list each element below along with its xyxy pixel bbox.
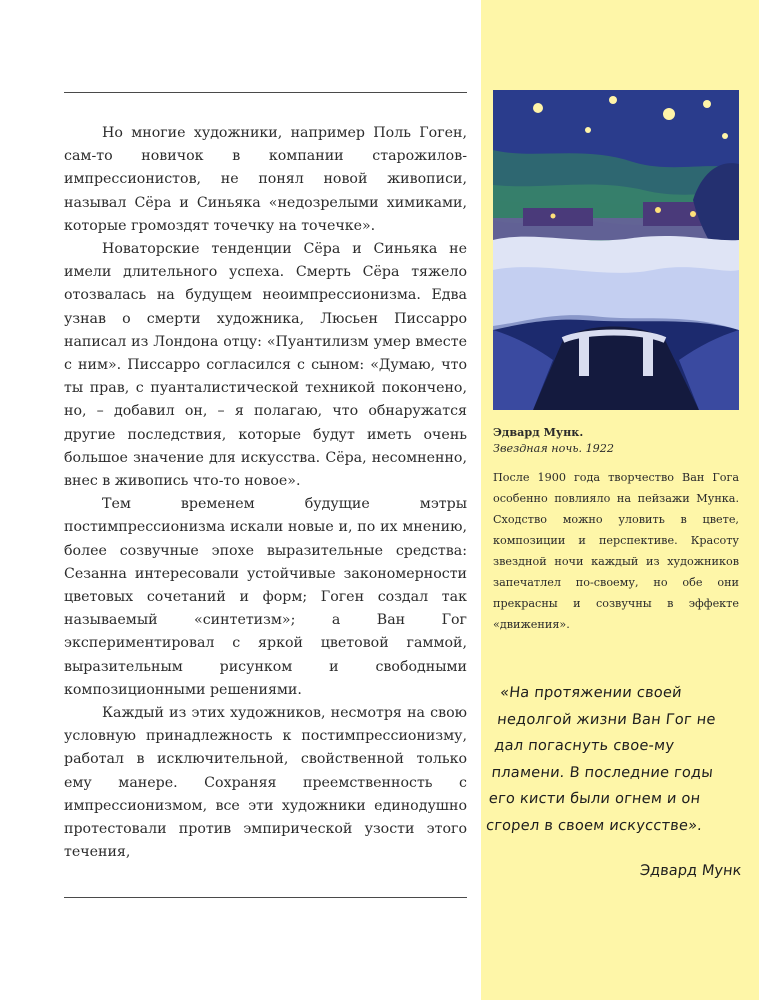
- caption-subtitle: Звездная ночь. 1922: [493, 442, 615, 455]
- paragraph-2: Новаторские тенденции Сёра и Синьяка не имели длительного успеха. Смерть Сёра тяжело отозвалась на будущем неоимпрессионизма. Едва узнав о смерти художника, Люсьен Писсарро написал из Лондона отцу: «Пуантилизм умер вместе с ним». Писсарро согласился с сыном: «Думаю, что ты прав, с пуанталистической техникой покончено, но, – добавил он, – я полагаю, что обнаружатся другие последствия, которые будут иметь очень большое значение для искусства. Сёра, несомненно, внес в живопись что-то новое».: [64, 241, 467, 490]
- top-rule: [64, 92, 467, 93]
- main-text-column: [64, 122, 467, 865]
- caption-title: Эдвард Мунк.: [493, 425, 584, 439]
- quote-author: Эдвард Мунк: [638, 862, 742, 879]
- caption-text: После 1900 года творчество Ван Гога особенно повлияло на пейзажи Мунка. Сходство можно уловить в цвете, композиции и перспективе. Красоту звездной ночи каждый из художников запечатлел по-своему, но обе они прекрасны и созвучны в эффекте «движения».: [493, 471, 739, 631]
- quote-text: «На протяжении своей недолгой жизни Ван Гог не дал погаснуть свое-му пламени. В последние годы его кисти были огнем и он сгорел в своем искусстве».: [485, 684, 717, 834]
- paragraph-4: Каждый из этих художников, несмотря на свою условную принадлежность к постимпрессионизму, работал в исключительной, свойственной только ему манере. Сохраняя преемственность с импрессионизмом, все эти художники единодушно протестовали против эмпирической узости этого течения,: [64, 705, 467, 861]
- paragraph-1: Но многие художники, например Поль Гоген, сам-то новичок в компании старожилов-импрессионистов, не понял новой живописи, называл Сёра и Синьяка «недозрелыми химиками, которые громоздят точечку на точечке».: [64, 125, 467, 234]
- bottom-rule: [64, 897, 467, 898]
- painting-starry-night-munch: [493, 90, 739, 410]
- paragraph-3: Тем временем будущие мэтры постимпрессионизма искали новые и, по их мнению, более созвучные эпохе выразительные средства: Сезанна интересовали устойчивые закономерности цветовых сочетаний и форм; Гоген создал так называемый «синтетизм»; а Ван Гог экспериментировал с яркой цветовой гаммой, выразительным рисунком и свободными композиционными решениями.: [64, 496, 467, 698]
- sidebar-panel: [481, 0, 759, 1000]
